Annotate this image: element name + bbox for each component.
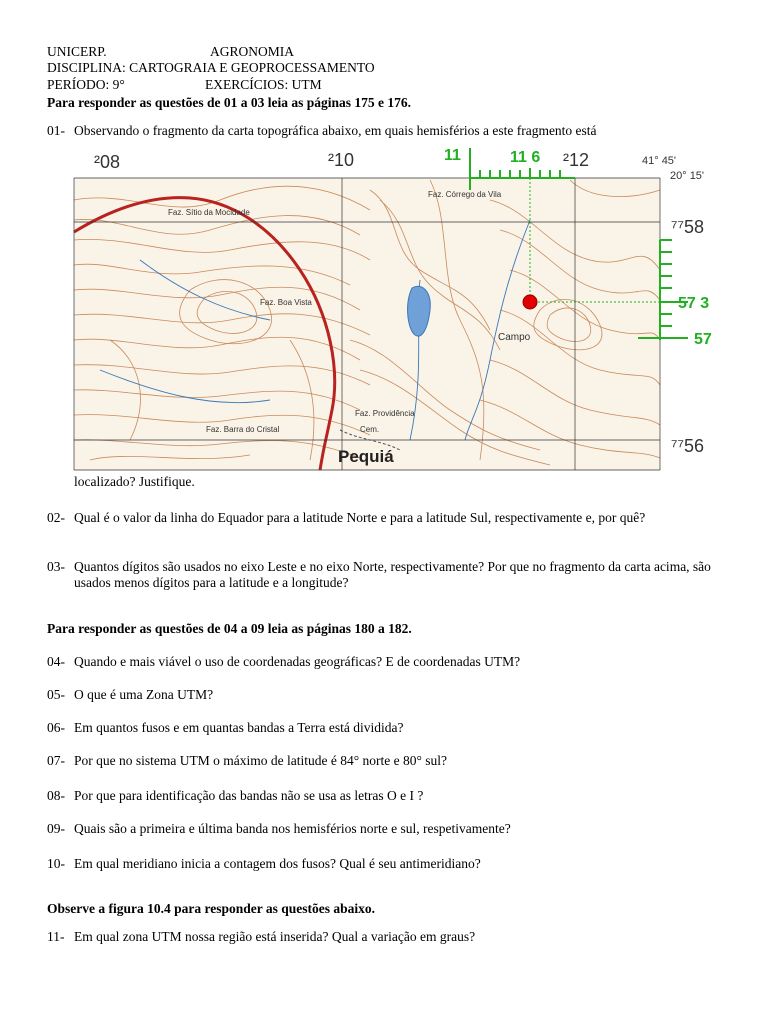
question-number: 11-: [47, 929, 65, 944]
scale-label: 11: [444, 147, 461, 164]
question-text: Por que no sistema UTM o máximo de latitude é 84° norte e 80° sul?: [74, 753, 447, 768]
scale-label: 57: [694, 331, 712, 348]
scale-label: 11 6: [510, 149, 541, 166]
question-number: 08-: [47, 788, 65, 803]
question-number: 01-: [47, 123, 65, 138]
question-number: 06-: [47, 720, 65, 735]
topographic-map-figure: [70, 140, 730, 475]
easting-label: ²12: [563, 150, 590, 170]
town-label: Pequiá: [338, 447, 394, 466]
question-text: Qual é o valor da linha do Equador para a latitude Norte e para a latitude Sul, respectivamente e, por quê?: [74, 510, 646, 525]
question-number: 04-: [47, 654, 65, 669]
instruction-2: Para responder as questões de 04 a 09 leia as páginas 180 a 182.: [47, 621, 412, 636]
question-11: [47, 929, 727, 945]
scale-label: 57 3: [678, 295, 710, 312]
longitude-label: 41° 45': [642, 155, 677, 167]
question-06: [47, 720, 727, 736]
place-label: Faz. Córrego da Vila: [428, 190, 502, 199]
question-text: Quais são a primeira e última banda nos hemisférios norte e sul, respetivamente?: [74, 821, 511, 836]
question-text: Quantos dígitos são usados no eixo Leste e no eixo Norte, respectivamente? Por que no fragmento da carta acima, são usados menos dígitos para a latitude e a longitude?: [74, 559, 711, 590]
question-number: 10-: [47, 856, 65, 871]
place-label: Faz. Sítio da Mocidade: [168, 208, 250, 217]
question-10: [47, 856, 727, 872]
question-01-continuation: localizado? Justifique.: [74, 474, 195, 489]
instruction-3: Observe a figura 10.4 para responder as questões abaixo.: [47, 901, 376, 916]
question-01: [47, 123, 727, 139]
question-04: [47, 654, 727, 670]
instruction-1: Para responder as questões de 01 a 03 leia as páginas 175 e 176.: [47, 95, 412, 110]
question-09: [47, 821, 727, 837]
question-text: Em qual zona UTM nossa região está inserida? Qual a variação em graus?: [74, 929, 476, 944]
place-label: Campo: [498, 332, 531, 343]
place-label: Cem.: [360, 425, 380, 434]
northing-label: ⁷⁷56: [671, 436, 705, 456]
question-text: O que é uma Zona UTM?: [74, 687, 214, 702]
exercises-label: EXERCÍCIOS: UTM: [205, 77, 322, 92]
question-05: [47, 687, 727, 703]
course-name: AGRONOMIA: [210, 44, 294, 59]
question-number: 07-: [47, 753, 65, 768]
discipline-line: DISCIPLINA: CARTOGRAIA E GEOPROCESSAMENTO: [47, 60, 375, 75]
latitude-label: 20° 15': [670, 170, 705, 182]
location-marker: [523, 295, 537, 309]
header-line-3: [47, 77, 322, 93]
question-07: [47, 753, 727, 769]
northing-label: ⁷⁷58: [671, 217, 705, 237]
question-text: Em quantos fusos e em quantas bandas a Terra está dividida?: [74, 720, 404, 735]
question-number: 09-: [47, 821, 65, 836]
question-02: [47, 510, 727, 526]
question-number: 02-: [47, 510, 65, 525]
easting-label: ²10: [328, 150, 355, 170]
question-text: Quando e mais viável o uso de coordenadas geográficas? E de coordenadas UTM?: [74, 654, 521, 669]
header-line-1: [47, 44, 294, 60]
question-03: [47, 559, 727, 591]
question-text: Em qual meridiano inicia a contagem dos fusos? Qual é seu antimeridiano?: [74, 856, 481, 871]
question-number: 05-: [47, 687, 65, 702]
school-name: UNICERP.: [47, 44, 107, 59]
easting-label: ²08: [94, 152, 121, 172]
period-label: PERÍODO: 9°: [47, 77, 125, 92]
question-text: Observando o fragmento da carta topográfica abaixo, em quais hemisférios a este fragmento está: [74, 123, 597, 138]
question-08: [47, 788, 727, 804]
place-label: Faz. Boa Vista: [260, 298, 312, 307]
place-label: Faz. Providência: [355, 409, 415, 418]
topographic-map: [70, 140, 730, 475]
question-number: 03-: [47, 559, 65, 574]
question-text: Por que para identificação das bandas não se usa as letras O e I ?: [74, 788, 424, 803]
place-label: Faz. Barra do Cristal: [206, 425, 280, 434]
